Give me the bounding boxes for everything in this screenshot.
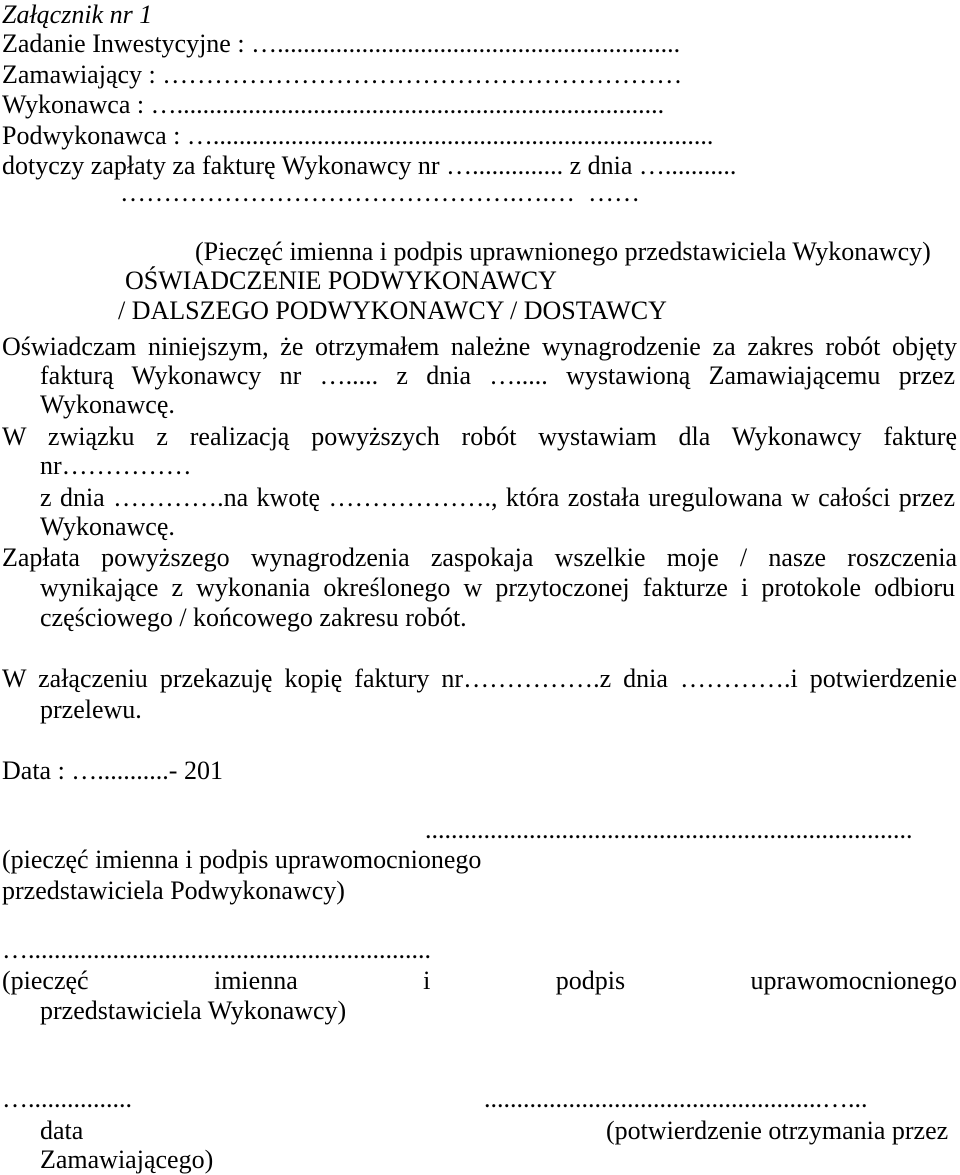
investment-line: Zadanie Inwestycyjne : ….............................................................. <box>2 29 681 58</box>
contractor-caption-line-1: (pieczęć imienna i podpis uprawomocnionego <box>2 966 957 995</box>
subcontractor-line: Podwykonawca : …............................................................................. <box>2 121 714 150</box>
paragraph-2-line-3: z dnia ………….na kwotę ………………., która została uregulowana w całości przez <box>40 483 955 512</box>
paragraph-4-line-2: przelewu. <box>40 695 142 724</box>
paragraph-2-line-4: Wykonawcę. <box>40 512 175 541</box>
attachment-label: Załącznik nr 1 <box>2 0 153 29</box>
paragraph-4-line-1: W załączeniu przekazuję kopię faktury nr…………….z dnia ………….i potwierdzenie <box>2 664 957 693</box>
paragraph-2-line-1: W związku z realizacją powyższych robót wystawiam dla Wykonawcy fakturę <box>2 422 957 451</box>
invoice-reference-line: dotyczy zapłaty za fakturę Wykonawcy nr ….............. z dnia …........... <box>2 151 737 180</box>
subcontractor-caption-line-2: przedstawiciela Podwykonawcy) <box>2 876 345 905</box>
employer-confirmation-label: (potwierdzenie otrzymania przez <box>606 1116 949 1145</box>
contractor-signature-dots: ….............................................................. <box>2 935 431 964</box>
employer-date-dots: …................ <box>2 1084 132 1113</box>
paragraph-1-line-2: fakturą Wykonawcy nr …..... z dnia …..... wystawioną Zamawiającemu przez <box>40 361 955 390</box>
subcontractor-signature-dots: ........................................................................... <box>425 815 913 844</box>
paragraph-1-line-3: Wykonawcę. <box>40 390 175 419</box>
paragraph-3-line-1: Zapłata powyższego wynagrodzenia zaspokaja wszelkie moje / nasze roszczenia <box>2 543 957 572</box>
employer-confirmation-label-2: Zamawiającego) <box>40 1145 214 1174</box>
dotted-signature-line: ……………………………………….….… …… <box>120 178 640 207</box>
employer-date-label: data <box>40 1116 84 1145</box>
contractor-line: Wykonawca : …........................................................................... <box>2 90 665 119</box>
paragraph-2-line-2: nr…………… <box>40 451 192 480</box>
subcontractor-caption-line-1: (pieczęć imienna i podpis uprawomocnionego <box>2 845 482 874</box>
statement-subtitle: / DALSZEGO PODWYKONAWCY / DOSTAWCY <box>118 296 667 325</box>
paragraph-1-line-1: Oświadczam niniejszym, że otrzymałem należne wynagrodzenie za zakres robót objęty <box>2 332 957 361</box>
paragraph-3-line-3: częściowego / końcowego zakresu robót. <box>40 603 467 632</box>
employer-confirmation-dots: ....................................................…... <box>484 1084 868 1113</box>
date-line: Data : …...........- 201 <box>2 756 223 785</box>
employer-line: Zamawiający : …………………………………………………… <box>2 60 683 89</box>
paragraph-3-line-2: wynikające z wykonania określonego w przytoczonej fakturze i protokole odbioru <box>40 573 955 602</box>
contractor-caption-line-2: przedstawiciela Wykonawcy) <box>40 996 347 1025</box>
stamp-caption: (Pieczęć imienna i podpis uprawnionego przedstawiciela Wykonawcy) <box>195 237 931 266</box>
statement-title: OŚWIADCZENIE PODWYKONAWCY <box>125 266 557 295</box>
